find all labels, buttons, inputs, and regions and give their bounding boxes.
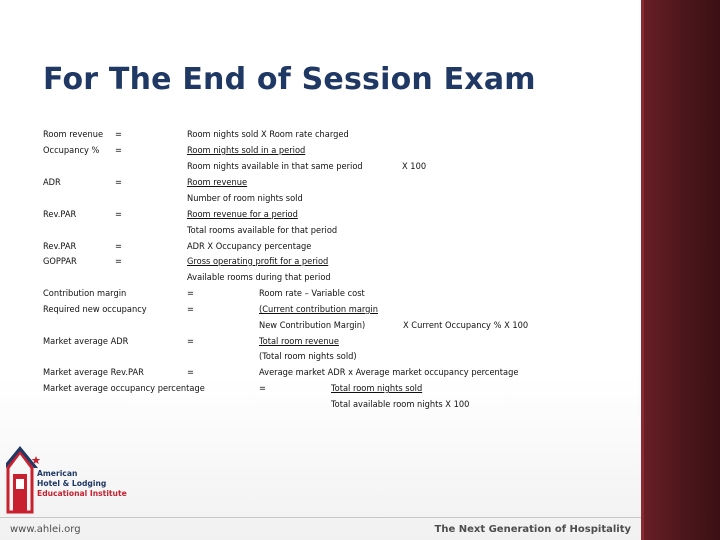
decorative-side-band <box>641 0 720 540</box>
ahlei-logo <box>6 446 127 514</box>
required-occupancy-denominator: New Contribution Margin) <box>259 321 366 331</box>
occupancy-denominator: Room nights available in that same period <box>187 162 363 172</box>
logo-line-educational-institute: Educational Institute <box>37 489 127 498</box>
market-occupancy-numerator: Total room nights sold <box>331 384 423 394</box>
market-occupancy-label: Market average occupancy percentage <box>43 384 205 394</box>
market-adr-label: Market average ADR <box>43 337 129 347</box>
market-revpar-label: Market average Rev.PAR <box>43 368 144 378</box>
contribution-margin-equals: = <box>187 289 194 299</box>
market-revpar-formula: Average market ADR x Average market occupancy percentage <box>259 368 519 378</box>
revpar-numerator: Room revenue for a period <box>187 210 298 220</box>
logo-line-hotel-lodging: Hotel & Lodging <box>37 479 107 488</box>
adr-label: ADR <box>43 178 61 188</box>
adr-denominator: Number of room nights sold <box>187 194 303 204</box>
market-occupancy-denominator: Total available room nights X 100 <box>331 400 470 410</box>
goppar-denominator: Available rooms during that period <box>187 273 331 283</box>
room-revenue-label: Room revenue <box>43 130 104 140</box>
occupancy-label: Occupancy % <box>43 146 100 156</box>
market-adr-equals: = <box>187 337 194 347</box>
goppar-equals: = <box>115 257 122 267</box>
revpar-alt-formula: ADR X Occupancy percentage <box>187 242 312 252</box>
adr-equals: = <box>115 178 122 188</box>
logo-line-american: American <box>37 469 78 478</box>
revpar-alt-equals: = <box>115 242 122 252</box>
adr-numerator: Room revenue <box>187 178 248 188</box>
footer-url: www.ahlei.org <box>10 524 81 535</box>
required-occupancy-equals: = <box>187 305 194 315</box>
revpar-denominator: Total rooms available for that period <box>187 226 338 236</box>
goppar-numerator: Gross operating profit for a period <box>187 257 329 267</box>
market-occupancy-equals: = <box>259 384 266 394</box>
slide-title: For The End of Session Exam <box>43 62 536 97</box>
required-occupancy-multiplier: X Current Occupancy % X 100 <box>403 321 529 331</box>
occupancy-numerator: Room nights sold in a period <box>187 146 306 156</box>
required-occupancy-label: Required new occupancy <box>43 305 147 315</box>
room-revenue-equals: = <box>115 130 122 140</box>
goppar-label: GOPPAR <box>43 257 77 267</box>
market-adr-denominator: (Total room nights sold) <box>259 352 357 362</box>
market-adr-numerator: Total room revenue <box>259 337 339 347</box>
contribution-margin-label: Contribution margin <box>43 289 127 299</box>
footer-tagline: The Next Generation of Hospitality <box>434 524 631 535</box>
contribution-margin-formula: Room rate – Variable cost <box>259 289 365 299</box>
revpar-equals: = <box>115 210 122 220</box>
room-revenue-formula: Room nights sold X Room rate charged <box>187 130 349 140</box>
market-revpar-equals: = <box>187 368 194 378</box>
occupancy-multiplier: X 100 <box>402 162 427 172</box>
revpar-alt-label: Rev.PAR <box>43 242 77 252</box>
footer-divider <box>0 517 641 518</box>
occupancy-equals: = <box>115 146 122 156</box>
required-occupancy-numerator: (Current contribution margin <box>259 305 378 315</box>
revpar-label: Rev.PAR <box>43 210 77 220</box>
